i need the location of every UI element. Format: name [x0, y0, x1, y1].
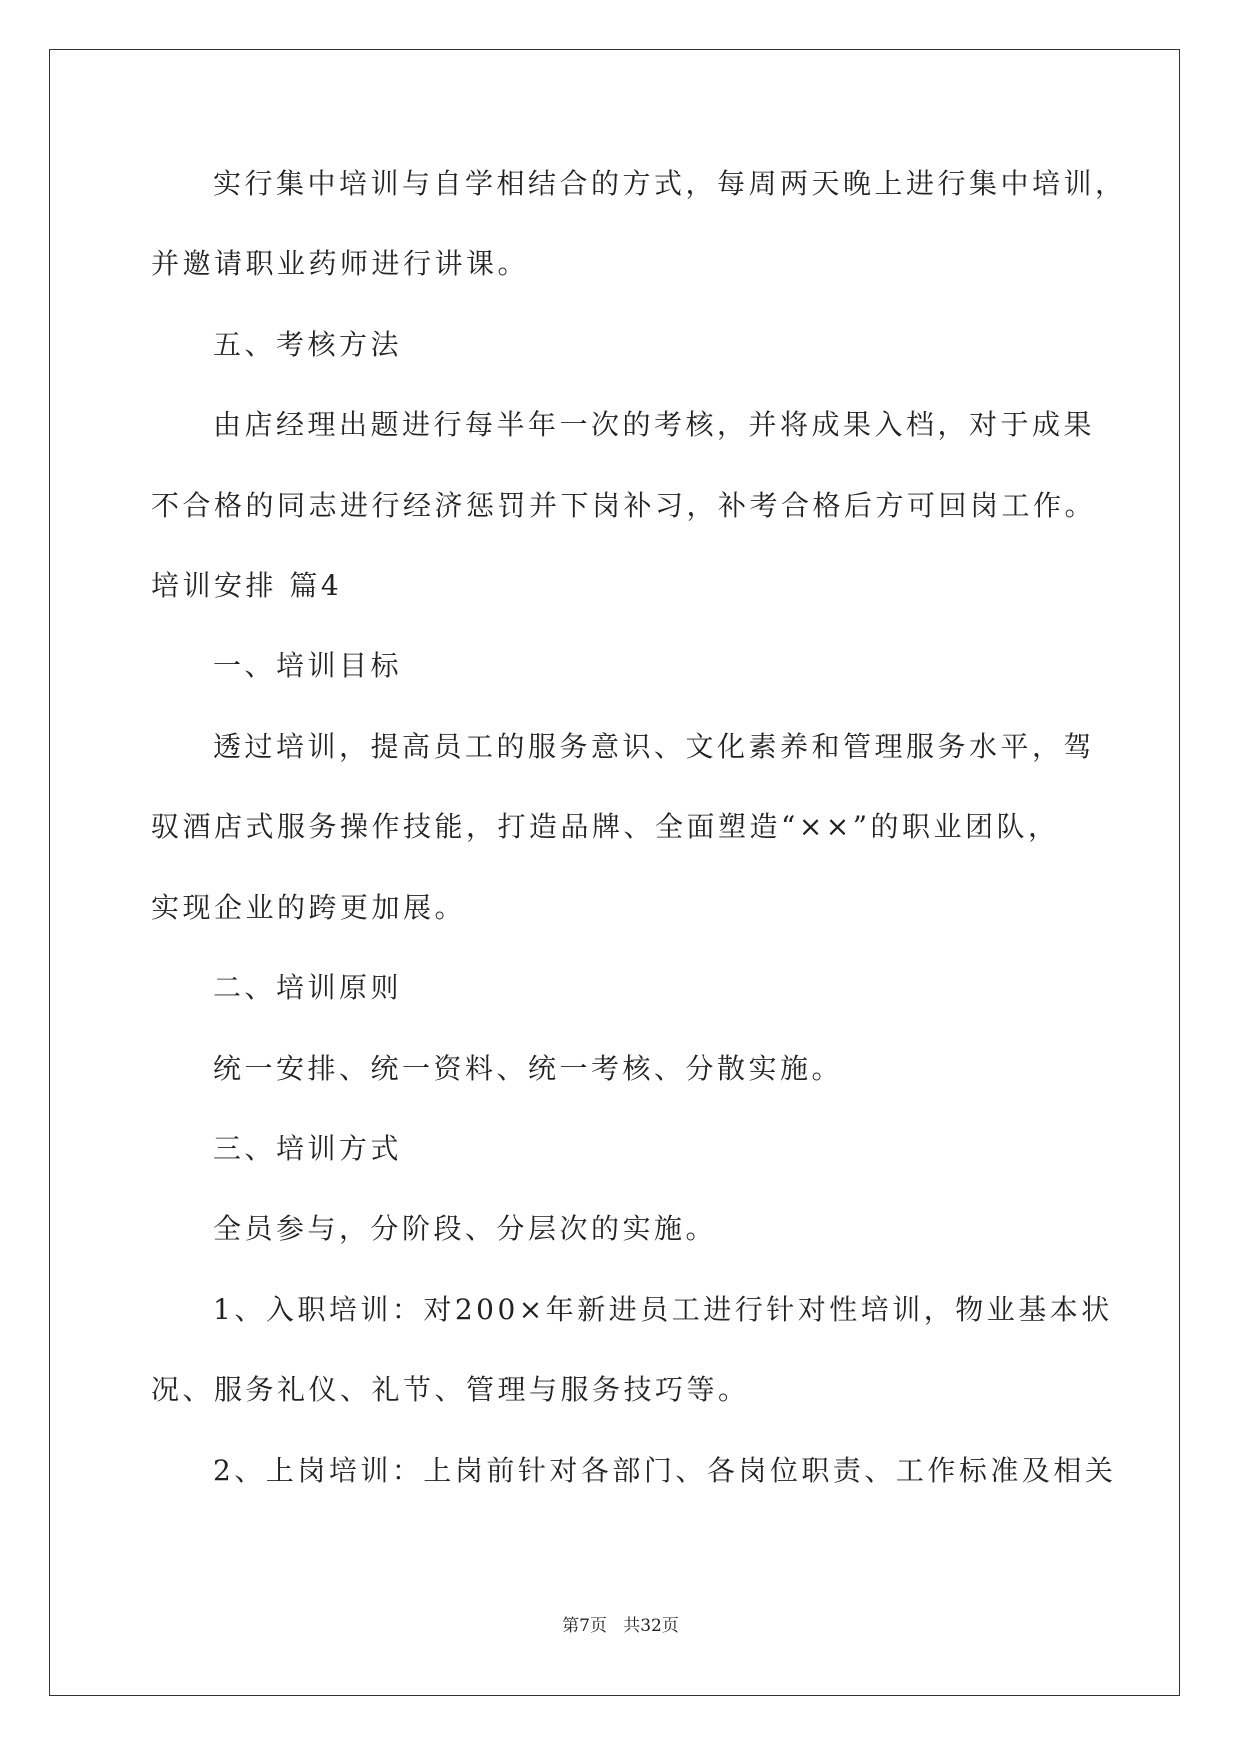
paragraph-line: 全员参与，分阶段、分层次的实施。: [213, 1212, 718, 1245]
section-heading: 二、培训原则: [213, 971, 403, 1004]
paragraph-line: 由店经理出题进行每半年一次的考核，并将成果入档，对于成果: [213, 408, 1096, 441]
paragraph-line: 2、上岗培训：上岗前针对各部门、各岗位职责、工作标准及相关: [213, 1454, 1117, 1487]
paragraph-line: 实现企业的跨更加展。: [151, 891, 467, 924]
paragraph-line: 不合格的同志进行经济惩罚并下岗补习，补考合格后方可回岗工作。: [151, 489, 1097, 522]
paragraph-line: 并邀请职业药师进行讲课。: [151, 247, 530, 280]
section-heading: 一、培训目标: [213, 649, 403, 682]
paragraph-line: 实行集中培训与自学相结合的方式，每周两天晚上进行集中培训，: [213, 167, 1127, 200]
page-border: [49, 49, 1180, 1696]
paragraph-line: 况、服务礼仪、礼节、管理与服务技巧等。: [151, 1373, 750, 1406]
page-number: 第7页: [562, 1616, 607, 1636]
paragraph-line: 透过培训，提高员工的服务意识、文化素养和管理服务水平，驾: [213, 730, 1096, 763]
paragraph-line: 1、入职培训：对200×年新进员工进行针对性培训，物业基本状: [213, 1293, 1113, 1326]
section-heading: 三、培训方式: [213, 1132, 403, 1165]
paragraph-line: 驭酒店式服务操作技能，打造品牌、全面塑造“××”的职业团队，: [151, 810, 1060, 843]
chapter-title: 培训安排 篇4: [151, 569, 343, 602]
page-total: 共32页: [623, 1616, 679, 1636]
page-footer: [0, 1614, 1241, 1638]
paragraph-line: 统一安排、统一资料、统一考核、分散实施。: [213, 1052, 844, 1085]
section-heading: 五、考核方法: [213, 328, 403, 361]
